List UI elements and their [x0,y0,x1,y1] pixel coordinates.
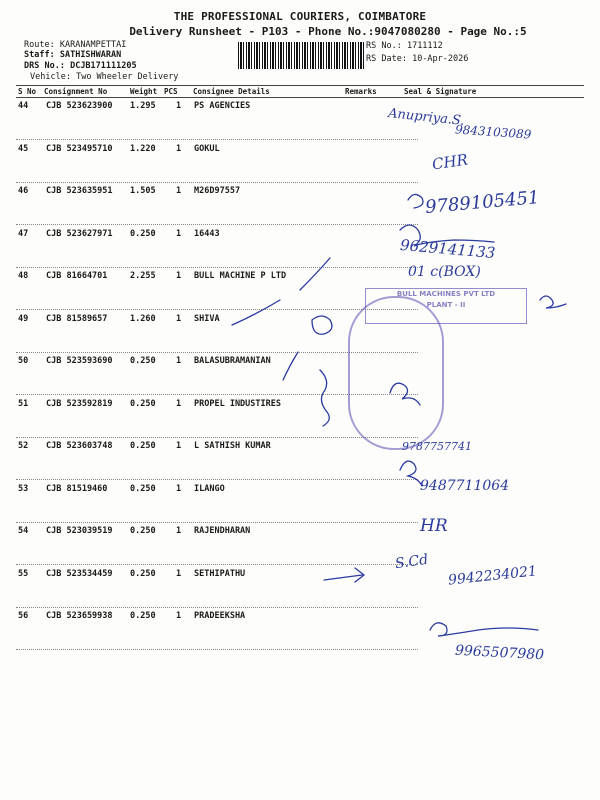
signature-47: 9629141133 [399,235,497,263]
row-pcs: 1 [176,313,182,324]
row-sno: 50 [18,356,29,366]
row-weight: 0.250 [130,611,156,621]
row-consignment-no: CJB 81589657 [46,313,108,324]
row-sno: 56 [18,611,29,621]
row-pcs: 1 [176,143,182,154]
rs-no-value: 1711112 [406,41,443,51]
row-consignee: M26D97557 [194,186,241,196]
row-consignee: 16443 [194,228,220,239]
scribble [400,461,422,486]
route-value: KARANAMPETTAI [59,40,127,50]
row-pcs: 1 [176,271,182,281]
row-consignee: BULL MACHINE P LTD [194,271,287,281]
signature-44-phone: 9843103089 [454,122,532,142]
row-pcs: 1 [176,441,182,451]
row-consignee: RAJENDHARAN [194,526,251,536]
col-consignee: Consignee Details [193,87,270,96]
row-consignment-no: CJB 523623900 [46,101,113,111]
row-consignee: PS AGENCIES [194,101,251,111]
row-consignment-no: CJB 81664701 [46,271,108,281]
scribble [540,296,566,308]
row-weight: 1.505 [130,186,156,196]
signature-55-phone: 9942234021 [447,563,538,589]
scribble [430,623,538,636]
vehicle-label: Vehicle: [30,72,71,82]
row-weight: 0.250 [130,441,156,451]
row-consignment-no: CJB 523534459 [46,568,113,579]
row-sno: 53 [18,483,29,494]
row-weight: 1.260 [130,313,156,324]
row-consignment-no: CJB 523659938 [46,611,113,621]
row-consignment-no: CJB 523603748 [46,441,113,451]
row-sno: 54 [18,526,29,536]
row-sno: 48 [18,271,29,281]
staff-label: Staff: [24,50,55,60]
row-consignment-no: CJB 523039519 [46,526,113,536]
row-sno: 46 [18,186,29,196]
row-weight: 0.250 [130,398,156,409]
row-weight: 0.250 [130,568,156,579]
signature-54: HR [420,516,448,536]
runsheet-title: Delivery Runsheet - P103 - Phone No.:9047080280 - Page No.:5 [129,25,527,38]
drs-label: DRS No.: [24,61,65,71]
row-consignee: L SATHISH KUMAR [194,441,271,451]
row-weight: 1.220 [130,143,156,154]
row-weight: 0.250 [130,228,156,239]
signature-52: 9787757741 [402,440,472,453]
signature-45: CHR [430,150,469,174]
row-sno: 45 [18,143,29,154]
col-consignment: Consignment No [44,87,108,96]
row-consignee: SETHIPATHU [194,568,246,579]
stamp-line2: PLANT - II [426,301,466,309]
row-consignment-no: CJB 81519460 [46,483,108,494]
row-sno: 47 [18,228,29,239]
row-pcs: 1 [176,483,182,494]
scribble [408,194,423,208]
scribble [312,316,332,334]
row-consignee: SHIVA [194,313,220,324]
row-consignment-no: CJB 523495710 [46,143,113,154]
seal-stamp-company [365,288,527,324]
row-sno: 44 [18,101,29,111]
row-consignee: GOKUL [194,143,220,154]
row-weight: 2.255 [130,271,156,281]
signature-55-name: S.Cd [394,551,430,573]
rs-no-label: RS No.: [366,41,402,51]
signature-48: 01 c(BOX) [408,264,481,280]
signature-46: 9789105451 [424,187,541,218]
row-pcs: 1 [176,398,182,409]
row-weight: 0.250 [130,526,156,536]
row-weight: 0.250 [130,483,156,494]
row-consignee: PRADEEKSHA [194,611,246,621]
row-pcs: 1 [176,356,182,366]
row-consignee: ILANGO [194,483,225,494]
row-consignee: PROPEL INDUSTIRES [194,398,281,409]
tick-mark [300,258,330,290]
row-pcs: 1 [176,228,182,239]
row-pcs: 1 [176,186,182,196]
rs-date-label: RS Date: [366,54,407,64]
col-sno: S No [18,87,37,96]
row-weight: 1.295 [130,101,156,111]
row-pcs: 1 [176,568,182,579]
rs-date-value: 10-Apr-2026 [412,54,469,64]
row-consignee: BALASUBRAMANIAN [194,356,271,366]
col-seal: Seal & Signature [404,87,477,96]
staff-value: SATHISHWARAN [59,50,122,60]
drs-value: DCJB171111205 [70,61,137,71]
row-consignment-no: CJB 523635951 [46,186,113,196]
col-pcs: PCS [164,87,178,96]
arrow-line [324,575,362,580]
signature-53: 9487711064 [420,478,510,494]
row-weight: 0.250 [130,356,156,366]
row-sno: 52 [18,441,29,451]
signature-44-name: Anupriya.S. [387,106,466,129]
row-pcs: 1 [176,611,182,621]
row-consignment-no: CJB 523593690 [46,356,113,366]
stamp-line1: BULL MACHINES PVT LTD [396,290,496,298]
scribble [320,370,329,426]
row-sno: 51 [18,398,29,409]
row-sno: 49 [18,313,29,324]
row-pcs: 1 [176,101,182,111]
row-consignment-no: CJB 523592819 [46,398,113,409]
tick-mark [232,300,280,325]
col-weight: Weight [130,87,158,96]
route-label: Route: [24,40,55,50]
col-remarks: Remarks [345,87,377,96]
signature-56: 9965507980 [454,642,545,664]
row-sno: 55 [18,568,29,579]
company-title: THE PROFESSIONAL COURIERS, COIMBATORE [173,10,427,23]
row-consignment-no: CJB 523627971 [46,228,113,239]
row-pcs: 1 [176,526,182,536]
tick-mark [283,352,298,380]
vehicle-value: Two Wheeler Delivery [76,72,179,82]
